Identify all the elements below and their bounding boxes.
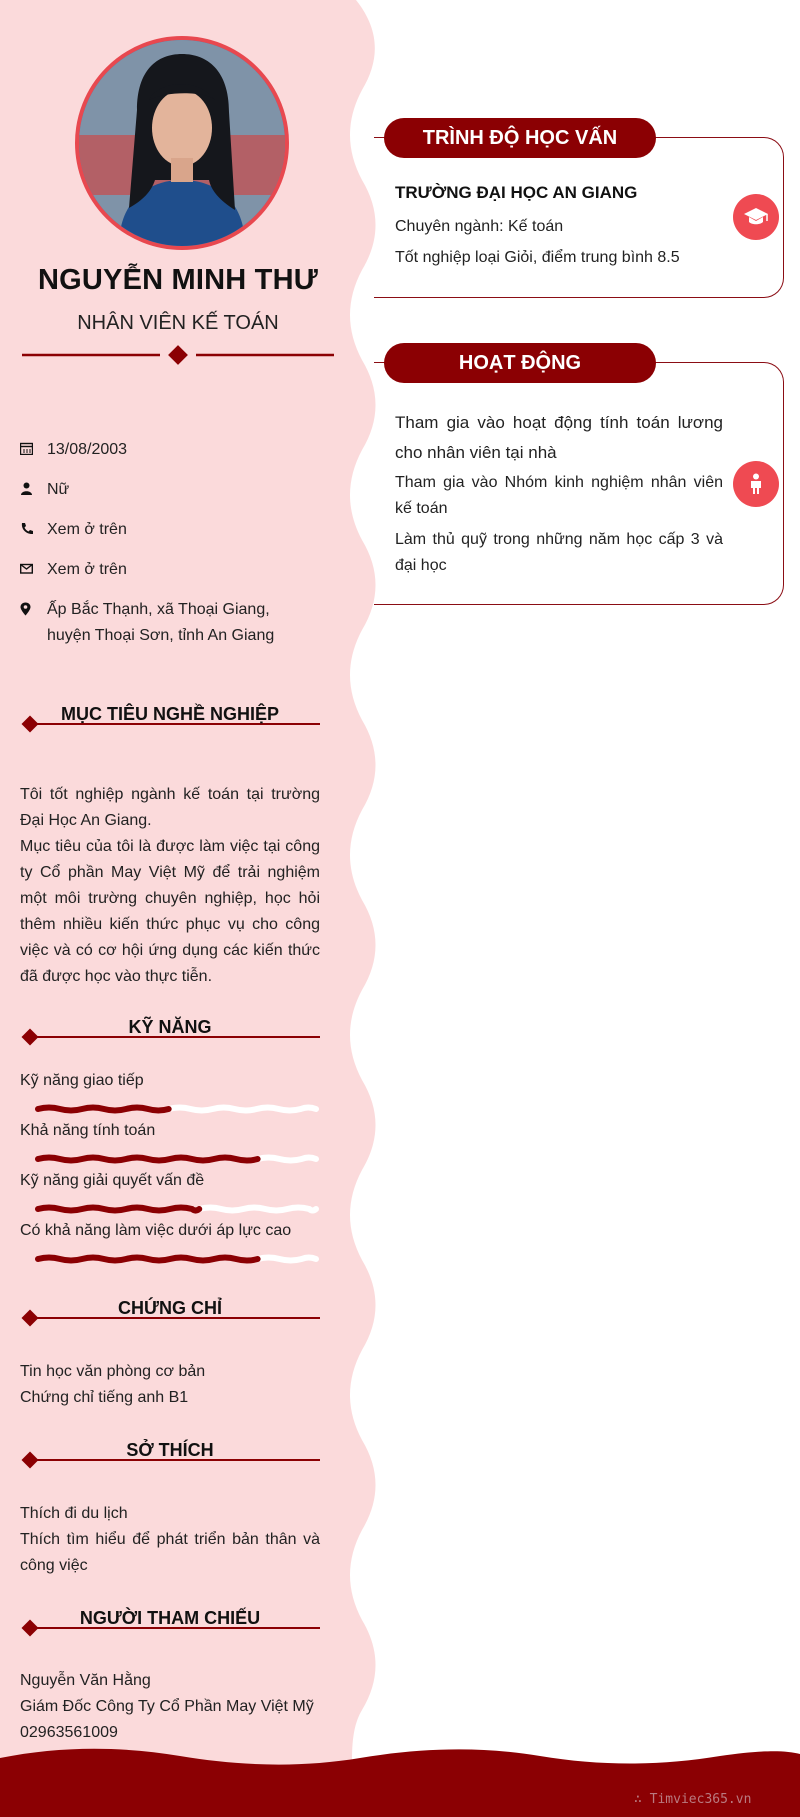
- activity-item: Tham gia vào hoạt động tính toán lương cho nhân viên tại nhà: [395, 413, 723, 462]
- portrait-image: [79, 40, 285, 246]
- skill-bar-track: [169, 1108, 316, 1111]
- contact-email: Xem ở trên: [20, 557, 287, 583]
- envelope-icon: [20, 557, 47, 583]
- skill-bar: [34, 1152, 320, 1166]
- candidate-name: NGUYỄN MINH THƯ: [37, 264, 318, 296]
- objective-line-2: Mục tiêu của tôi là được làm việc tại công ty Cổ phần May Việt Mỹ để trải nghiệm một môi trường chuyên nghiệp, học hỏi thêm nhiều kiến thức phục vụ cho công việc và có cơ hội ứng dụng các kiến thức đã được học vào thực tiễn.: [20, 838, 320, 985]
- reference-position: Giám Đốc Công Ty Cổ Phần May Việt Mỹ: [20, 1698, 314, 1715]
- hobbies-list: [20, 1501, 320, 1579]
- education-result: Tốt nghiệp loại Giỏi, điểm trung bình 8.5: [395, 249, 680, 266]
- hobby-item: Thích đi du lịch: [20, 1505, 128, 1522]
- skill-bar-track: [199, 1208, 316, 1211]
- activity-item: Tham gia vào Nhóm kinh nghiệm nhân viên kế toán: [395, 474, 723, 517]
- certificate-item: Tin học văn phòng cơ bản: [20, 1363, 206, 1380]
- skill-label: Có khả năng làm việc dưới áp lực cao: [20, 1222, 292, 1239]
- graduation-cap-icon: [733, 194, 779, 240]
- certificates-heading: CHỨNG CHỈ: [20, 1298, 320, 1328]
- skill-bar: [34, 1252, 320, 1266]
- education-school: TRƯỜNG ĐẠI HỌC AN GIANG: [395, 183, 638, 202]
- person-icon: [733, 461, 779, 507]
- skill-bar: [34, 1202, 320, 1216]
- hobbies-heading: SỞ THÍCH: [20, 1440, 320, 1470]
- skill-bar: [34, 1102, 320, 1116]
- skill-bar-fill: [38, 1208, 199, 1211]
- references-heading: NGƯỜI THAM CHIẾU: [20, 1608, 320, 1638]
- skill-bar-track: [258, 1258, 316, 1261]
- contact-gender: Nữ: [20, 477, 287, 503]
- contact-address: Ấp Bắc Thạnh, xã Thoại Giang, huyện Thoại Sơn, tỉnh An Giang: [20, 597, 287, 649]
- calendar-icon: [20, 437, 47, 463]
- watermark: ∴ Timviec365.vn: [634, 1792, 752, 1807]
- reference-block: [20, 1668, 320, 1746]
- activity-item: Làm thủ quỹ trong những năm học cấp 3 và đại học: [395, 531, 723, 574]
- contact-birthdate: 13/08/2003: [20, 437, 287, 463]
- phone-icon: [20, 517, 47, 543]
- skill-bar-fill: [38, 1108, 169, 1111]
- skill-label: Kỹ năng giao tiếp: [20, 1072, 144, 1089]
- name-divider: [22, 343, 334, 367]
- education-title: TRÌNH ĐỘ HỌC VẤN: [384, 118, 656, 158]
- skill-label: Kỹ năng giải quyết vấn đề: [20, 1172, 205, 1189]
- education-major: Chuyên ngành: Kế toán: [395, 218, 564, 235]
- activities-title: HOẠT ĐỘNG: [384, 343, 656, 383]
- certificates-list: [20, 1359, 320, 1411]
- hobby-item: Thích tìm hiểu để phát triển bản thân và công việc: [20, 1531, 320, 1574]
- skill-label: Khả năng tính toán: [20, 1122, 156, 1139]
- objective-line-1: Tôi tốt nghiệp ngành kế toán tại trường Đại Học An Giang.: [20, 786, 320, 829]
- job-title: NHÂN VIÊN KẾ TOÁN: [77, 312, 279, 334]
- map-pin-icon: [20, 597, 47, 649]
- skills-heading: KỸ NĂNG: [20, 1017, 320, 1047]
- certificate-item: Chứng chỉ tiếng anh B1: [20, 1389, 189, 1406]
- contact-phone: Xem ở trên: [20, 517, 287, 543]
- skill-bar-track: [258, 1158, 316, 1161]
- user-icon: [20, 477, 47, 503]
- objective-heading: MỤC TIÊU NGHỀ NGHIỆP: [20, 704, 320, 734]
- skill-bar-fill: [38, 1158, 258, 1161]
- reference-name: Nguyễn Văn Hằng: [20, 1672, 151, 1689]
- avatar: [75, 36, 289, 250]
- reference-phone: 02963561009: [20, 1724, 118, 1741]
- skill-bar-fill: [38, 1258, 258, 1261]
